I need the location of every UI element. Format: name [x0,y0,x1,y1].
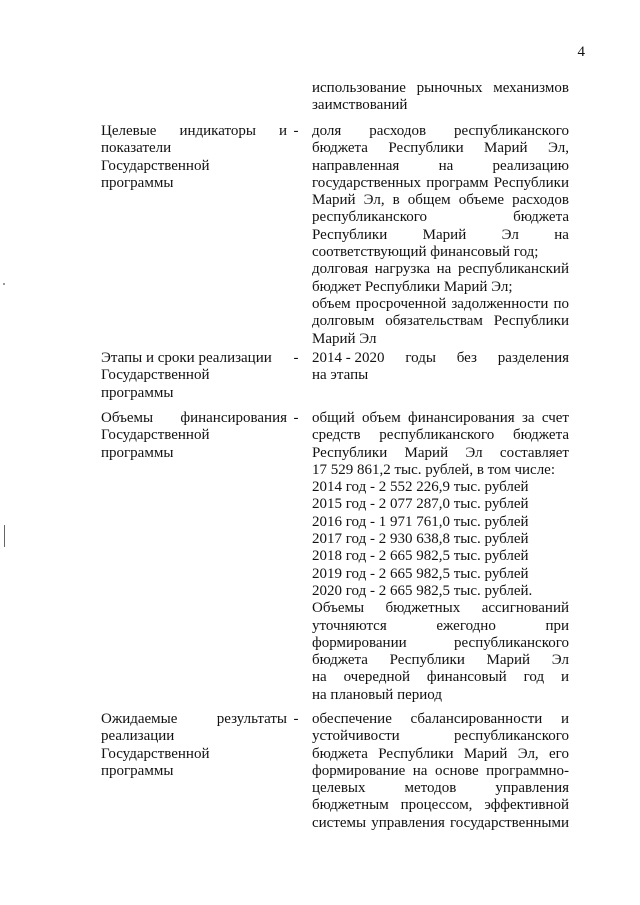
value-line [312,600,569,617]
value-word: системы [312,814,367,831]
value-word: Эл [465,444,483,461]
row-label [101,123,287,192]
value-word: на [412,762,428,779]
row-label-line: Государственной [101,367,210,384]
row-dash: - [293,350,299,366]
value-word: республиканского [312,209,427,226]
value-word: ежегодно [436,617,496,634]
value-word: разделения [497,350,569,366]
value-word: Марий [486,652,531,669]
value-word: использование [312,80,406,96]
value-word: его [549,745,569,762]
value-word: Марий [484,140,528,157]
value-word: рыночных [416,80,483,96]
value-word: республиканского [454,728,569,745]
value-word: при [545,617,569,634]
value-line [312,175,569,192]
value-word: республиканского [379,427,495,444]
value-word: и [560,711,569,727]
row-label-line: показатели [101,140,172,157]
value-word: бюджетным [312,797,389,814]
value-word: и [560,669,569,686]
row-label-line: программы [101,762,174,779]
value-line [312,496,569,513]
value-word: 2015 год - 2 077 287,0 тыс. рублей [312,496,529,513]
value-word: задолженности [451,295,549,312]
row-label-line: Государственной [101,157,210,174]
row-label [101,350,287,402]
value-line [312,566,569,583]
value-word: доля [312,123,342,139]
value-word: заимствований [312,97,408,114]
value-line [312,80,569,97]
value-word: управления [495,780,569,797]
row-label-line: программы [101,444,174,461]
value-line [312,261,569,278]
value-word: государственными [450,814,569,831]
value-word: 2014 год - 2 552 226,9 тыс. рублей [312,479,529,496]
value-word: Республики [389,652,465,669]
value-word: Республики [378,745,454,762]
value-word: общем [407,192,451,209]
value-word: просроченной [355,295,447,312]
row-label-line [101,410,287,427]
value-word: республиканского [453,123,569,139]
row-value [312,80,569,115]
value-word: на плановый период [312,686,442,703]
value-line [312,479,569,496]
value-word: на [554,226,569,243]
value-word: Эл, [363,192,385,209]
value-word: устойчивости [312,728,400,745]
value-word: расходов [512,192,569,209]
value-line [312,410,569,427]
row-value [312,711,569,832]
value-line [312,514,569,531]
value-word: соответствующий финансовый год; [312,244,539,261]
value-word: в [392,192,400,209]
value-line [312,331,569,348]
row-label-line: Государственной [101,427,210,444]
value-word: Марий [312,192,356,209]
value-line [312,780,569,797]
value-line [312,711,569,728]
value-line [312,227,569,244]
value-line [312,279,569,296]
value-word: на [438,157,454,174]
value-word: бюджета [513,427,569,444]
value-line [312,367,569,384]
value-word: долговым [312,313,375,330]
label-word: Ожидаемые [101,711,178,727]
row-dash: - [293,123,299,139]
value-line [312,427,569,444]
value-word: Эл, [517,745,539,762]
value-word: составляет [499,444,569,461]
value-line [312,687,569,704]
value-line [312,763,569,780]
value-word: основе [434,762,479,779]
value-word: процессом, [400,797,473,814]
value-word: Марий [404,444,449,461]
value-word: объем [312,295,351,312]
value-word: бюджета [312,140,368,157]
value-word: Республики [312,444,388,461]
label-word: финансирования [180,410,287,426]
value-word: обязательствам [385,313,483,330]
value-word: эффективной [484,797,569,814]
value-line [312,244,569,261]
value-word: без [456,350,477,366]
value-word: Эл, [548,140,569,157]
scan-artifact-line [4,525,5,547]
value-word: счет [541,410,569,426]
label-word: результаты [216,711,287,727]
row-value [312,350,569,385]
row-value [312,123,569,348]
label-word: Этапы и сроки реализации [101,350,272,366]
value-line [312,296,569,313]
row-label-line: реализации [101,728,175,745]
value-word: уточняются [312,617,387,634]
value-line [312,728,569,745]
value-word: целевых [312,780,366,797]
row-label-line: программы [101,174,174,191]
row-label-line [101,350,287,367]
value-line [312,635,569,652]
value-word: Республики [493,174,569,191]
value-word: расходов [369,123,427,139]
value-word: 2020 год - 2 665 982,5 тыс. рублей. [312,582,533,599]
value-word: бюджетных [385,600,461,617]
value-word: долговая [312,261,369,278]
value-word: республиканский [457,261,569,278]
value-word: реализацию [492,157,569,174]
value-word: Марий [463,745,508,762]
value-line [312,140,569,157]
value-line [312,158,569,175]
value-word: бюджета [513,209,569,226]
value-line [312,531,569,548]
value-word: бюджет Республики Марий Эл; [312,278,513,295]
value-word: Республики [388,140,464,157]
value-word: 2017 год - 2 930 638,8 тыс. рублей [312,531,529,548]
label-word: Объемы [101,410,154,426]
value-word: сбалансированности [410,711,543,727]
value-word: годы [405,350,436,366]
row-label [101,410,287,462]
value-word: 2014 - 2020 [312,350,385,366]
value-word: финансирования [408,410,515,426]
value-line [312,97,569,114]
value-word: на [436,261,452,278]
value-word: общий [312,410,355,426]
value-line [312,548,569,565]
value-word: Эл [501,226,519,243]
row-dash: - [293,711,299,727]
value-word: Марий Эл [312,330,377,347]
value-word: Республики [312,226,388,243]
value-line [312,209,569,226]
value-line [312,815,569,832]
value-line [312,583,569,600]
value-line [312,445,569,462]
value-word: средств [312,427,361,444]
value-word: финансовый [426,669,507,686]
row-value [312,410,569,704]
value-word: год [523,669,545,686]
value-word: обеспечение [312,711,392,727]
value-line [312,618,569,635]
value-word: объеме [458,192,505,209]
value-word: Марий [422,226,467,243]
value-word: Объемы [312,600,365,617]
value-word: формировании [312,634,407,651]
value-word: ассигнований [481,600,569,617]
value-line [312,192,569,209]
value-line [312,669,569,686]
value-word: механизмов [493,80,569,96]
value-line [312,746,569,763]
value-word: бюджета [312,652,368,669]
value-line [312,350,569,367]
value-word: за [521,410,535,426]
value-word: на [312,669,327,686]
value-word: формирование [312,762,406,779]
value-word: Эл [551,652,569,669]
scan-artifact-dot [3,283,5,285]
label-word: индикаторы [179,123,256,139]
value-word: направленная [312,157,400,174]
value-word: 2016 год - 1 971 761,0 тыс. рублей [312,513,529,530]
value-word: республиканского [454,634,569,651]
value-line [312,652,569,669]
value-word: нагрузка [374,261,431,278]
label-word: Целевые [101,123,157,139]
value-word: очередной [343,669,411,686]
row-dash: - [293,410,299,426]
value-word: объем [362,410,401,426]
page-number: 4 [577,44,585,60]
row-label-line [101,123,287,140]
value-line [312,313,569,330]
value-word: на этапы [312,367,369,384]
value-word: программ [426,174,489,191]
value-word: 17 529 861,2 тыс. рублей, в том числе: [312,461,556,478]
value-word: по [553,295,569,312]
value-word: государственных [312,174,421,191]
value-word: методов [404,780,457,797]
value-line [312,462,569,479]
row-label-line [101,711,287,728]
value-word: программно- [486,762,569,779]
row-label-line: программы [101,384,174,401]
value-line [312,797,569,814]
row-label-line: Государственной [101,745,210,762]
label-word: и [278,123,287,139]
value-line [312,123,569,140]
value-word: 2019 год - 2 665 982,5 тыс. рублей [312,565,529,582]
value-word: бюджета [312,745,368,762]
value-word: 2018 год - 2 665 982,5 тыс. рублей [312,548,529,565]
row-label [101,711,287,780]
value-word: Республики [493,313,569,330]
value-word: управления [371,814,445,831]
